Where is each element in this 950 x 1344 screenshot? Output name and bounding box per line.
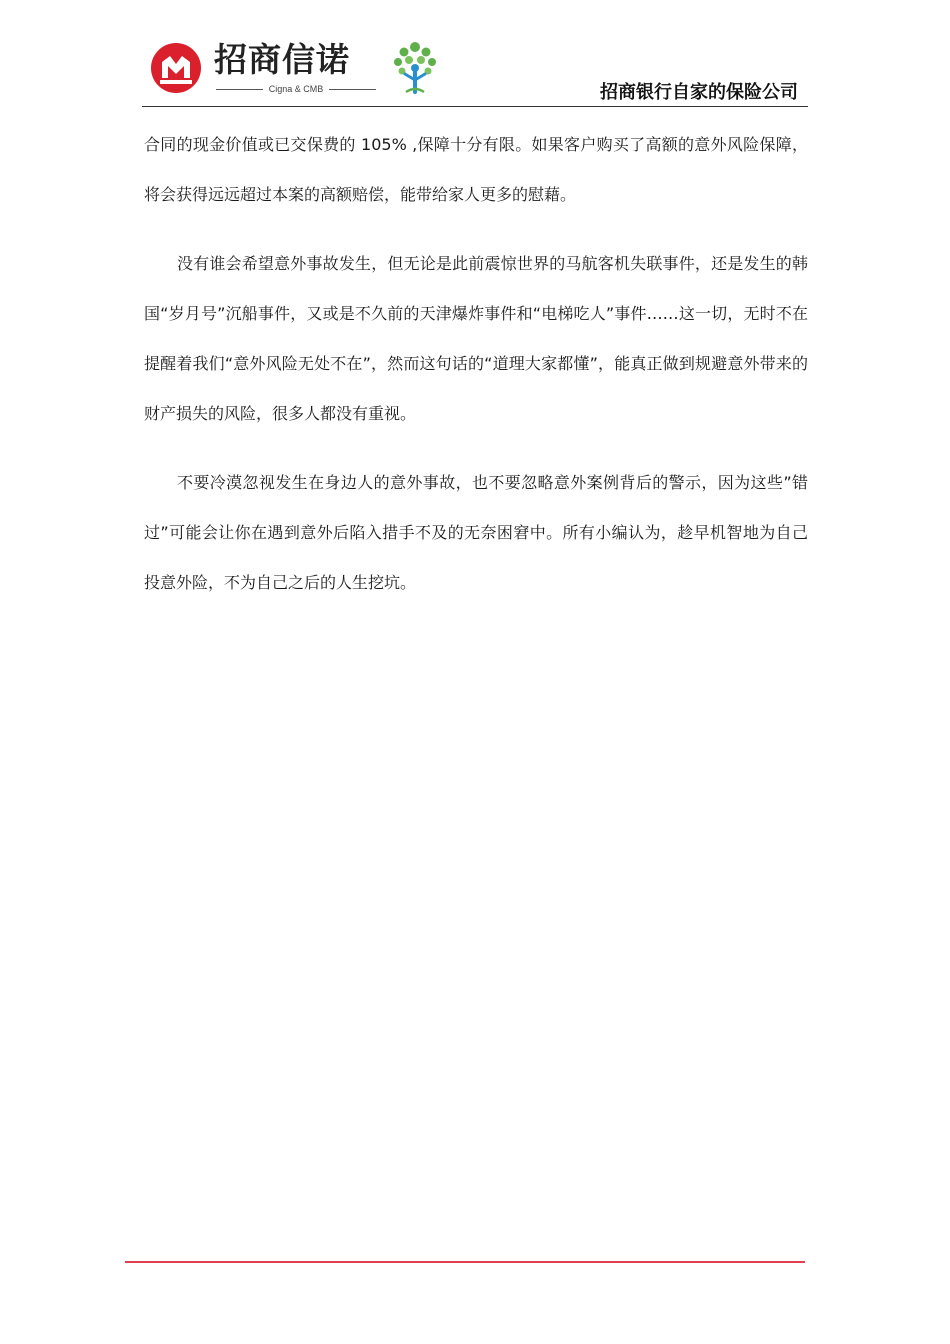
logo-sub-rule-right <box>329 89 376 90</box>
paragraph-1: 合同的现金价值或已交保费的 105% ,保障十分有限。如果客户购买了高额的意外风险保障，将会获得远远超过本案的高额赔偿，能带给家人更多的慰藉。 <box>144 135 808 204</box>
page-header <box>142 34 808 106</box>
footer-divider <box>125 1261 805 1263</box>
paragraph-2: 没有谁会希望意外事故发生，但无论是此前震惊世界的马航客机失联事件，还是发生的韩国“岁月号”沉船事件，又或是不久前的天津爆炸事件和“电梯吃人”事件……这一切，无时不在提醒着我们“意外风险无处不在”，然而这句话的“道理大家都懂”，能真正做到规避意外带来的财产损失的风险，很多人都没有重视。 <box>144 254 808 423</box>
tree-icon <box>390 38 440 96</box>
header-divider <box>142 106 808 107</box>
logo-sub-rule-left <box>216 89 263 90</box>
cmb-logo-icon <box>150 42 202 94</box>
logo-subtitle: Cigna & CMB <box>268 84 324 94</box>
header-tagline: 招商银行自家的保险公司 <box>600 82 798 103</box>
company-logo <box>150 38 440 100</box>
document-body <box>144 120 808 627</box>
logo-wordmark: 招商信诺 <box>214 40 350 79</box>
paragraph-3: 不要冷漠忽视发生在身边人的意外事故，也不要忽略意外案例背后的警示，因为这些”错过”可能会让你在遇到意外后陷入措手不及的无奈困窘中。所有小编认为，趁早机智地为自己投意外险，不为自己之后的人生挖坑。 <box>144 473 808 592</box>
logo-subline <box>216 82 376 96</box>
